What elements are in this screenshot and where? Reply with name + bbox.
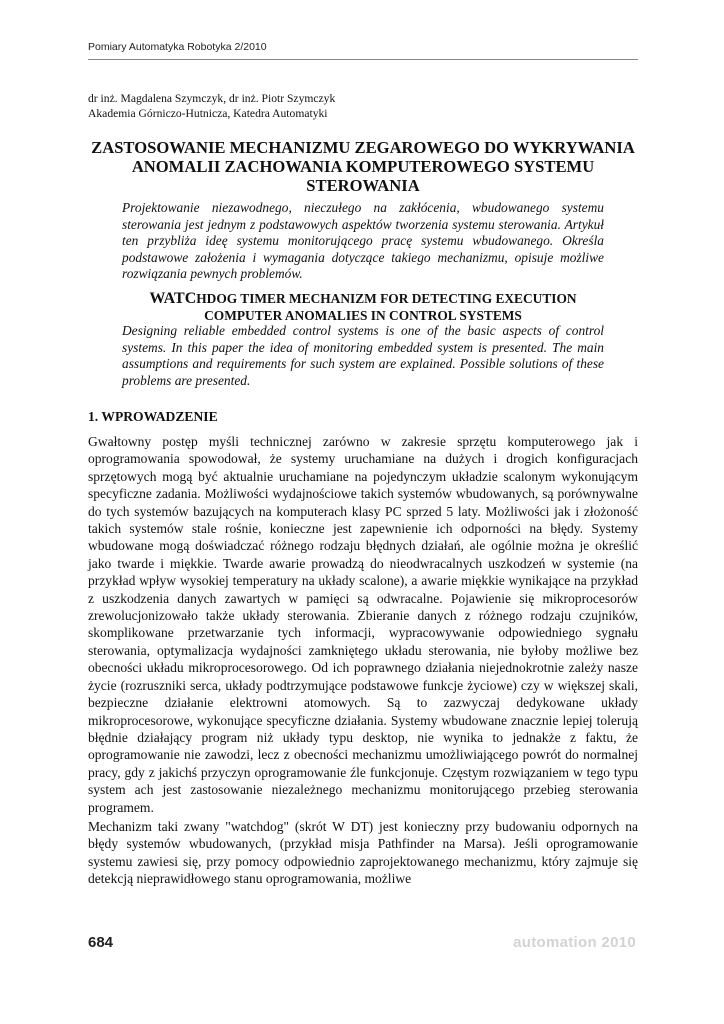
- page-number: 684: [88, 934, 114, 951]
- body-text: [88, 433, 638, 888]
- title-english-line-2: COMPUTER ANOMALIES IN CONTROL SYSTEMS: [204, 308, 522, 323]
- section-heading: 1. WPROWADZENIE: [88, 409, 218, 424]
- abstract-english: Designing reliable embedded control systems is one of the basic aspects of control systems. In this paper the idea of monitoring embedded system is presented. The main assumptions and requirements for such system are explained. Possible solutions of these problems are presented.: [122, 323, 604, 388]
- body-paragraph-1: Gwałtowny postęp myśli technicznej zarówno w zakresie sprzętu komputerowego jak i oprogramowania spowodował, że systemy uruchamiane na dużych i drogich konfiguracjach sprzętowych mogą być aktualnie uruchamiane na pojedynczym układzie scalonym wykonującym specyficzne zadania. Możliwości wydajnościowe takich systemów wbudowanych, są porównywalne do tych systemów bazujących na komputerach klasy PC sprzed 5 laty. Możliwości jak i złożoność takich systemów stale rośnie, konieczne jest zapewnienie ich odporności na błędy. Systemy wbudowane mogą doświadczać różnego rodzaju błędnych działań, ale ogólnie można je określić jako twarde i miękkie. Twarde awarie prowadzą do nieodwracalnych uszkodzeń w systemie (na przykład wpływ wysokiej temperatury na układy scalone), a awarie miękkie wynikające na przykład z uszkodzenia danych zawartych w pamięci są odwracalne. Pojawienie się mikroprocesorów zrewolucjonizowało także układy sterowania. Zbieranie danych z różnego rodzaju czujników, skomplikowane przetwarzanie tych informacji, wypracowywanie odpowiedniego sygnału sterowania, optymalizacja wydajności zamkniętego układu sterowania, nie byłoby możliwe bez obecności układu mikroprocesorowego. Od ich poprawnego działania niejednokrotnie zależy nasze życie (rozruszniki serca, układy podtrzymujące podstawowe funkcje życiowe) czy w większej skali, bezpieczne działanie elektrowni atomowych. Są to zazwyczaj dedykowane układy mikroprocesorowe, wykonujące specyficzne działania. Systemy wbudowane znacznie lepiej tolerują błędnie działający program niż układy typu desktop, nie wynika to jednakże z faktu, że oprogramowanie nie zawodzi, lecz z obecności mechanizmu umożliwiającego powrót do normalnej pracy, gdy z jakichś przyczyn oprogramowanie źle funkcjonuje. Częstym rozwiązaniem w tego typu system ach jest zastosowanie niezależnego mechanizmu monitorującego przebieg sterowania programem.: [88, 434, 638, 815]
- footer-brand: automation 2010: [513, 934, 636, 951]
- paper-title-polish: ZASTOSOWANIE MECHANIZMU ZEGAROWEGO DO WYKRYWANIA ANOMALII ZACHOWANIA KOMPUTEROWEGO SYSTEMU STEROWANIA: [91, 138, 635, 195]
- title-english-line-1: [88, 290, 638, 307]
- author-names: dr inż. Magdalena Szymczyk, dr inż. Piotr Szymczyk: [88, 92, 336, 105]
- title-english-line-1-rest: HDOG TIMER MECHANIZM FOR DETECTING EXECUTION: [196, 291, 577, 306]
- paper-title-english: [88, 290, 638, 324]
- journal-header: Pomiary Automatyka Robotyka 2/2010: [88, 41, 267, 53]
- author-block: [88, 91, 638, 121]
- body-paragraph-2: Mechanizm taki zwany "watchdog" (skrót W DT) jest konieczny przy budowaniu odpornych na błędy systemów wbudowanych, (przykład misja Pathfinder na Marsa). Jeśli oprogramowanie systemu zawiesi się, przy pomocy odpowiednio zaprojektowanego mechanizmu, który zajmuje się detekcją nieprawidłowego stanu oprogramowania, możliwe: [88, 818, 638, 887]
- title-english-prefix: WATC: [149, 290, 197, 307]
- header-divider: [88, 59, 638, 60]
- abstract-polish: Projektowanie niezawodnego, nieczułego na zakłócenia, wbudowanego systemu sterowania jest jednym z podstawowych aspektów tworzenia systemu sterowania. Artykuł ten przybliża ideę systemu monitorującego pracę systemu wbudowanego. Określa podstawowe założenia i wymagania dotyczące takiego mechanizmu, opisuje możliwe rozwiązania pewnych problemów.: [122, 200, 604, 282]
- author-affiliation: Akademia Górniczo-Hutnicza, Katedra Automatyki: [88, 107, 328, 120]
